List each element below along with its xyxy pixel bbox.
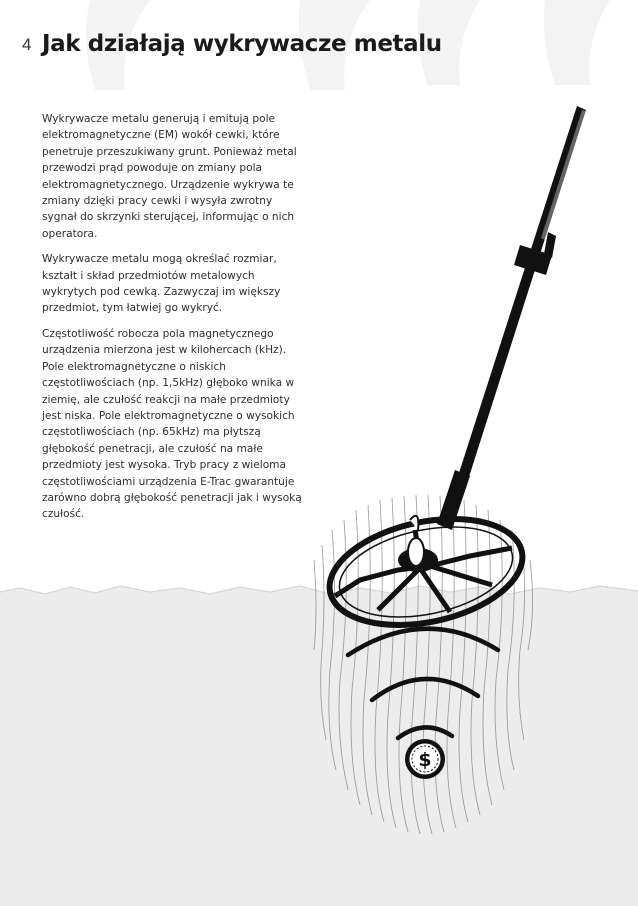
coin-icon bbox=[405, 739, 445, 779]
page-number: 4 bbox=[22, 35, 32, 54]
paragraph-size-shape: Wykrywacze metalu mogą określać rozmiar, kształt i skład przedmiotów metalowych wykrytych pod cewką. Zazwyczaj im większy przedmiot, tym łatwiej go wykryć. bbox=[42, 253, 281, 315]
detector-shaft bbox=[437, 106, 586, 530]
paragraph-frequency: Częstotliwość robocza pola magnetycznego urządzenia mierzona jest w kilohercach (kHz). Pole elektromagnetyczne o niskich częstotliwościach (np. 1,5kHz) głęboko wnika w ziemię, ale czułość reakcji na małe przedmioty jest niska. Pole elektromagnetyczne o wysokich częstotliwościach (np. 65kHz) ma płytszą głębokość penetracji, ale czułość na małe przedmioty jest wysoka. Tryb pracy z wieloma częstotliwościami urządzenia E-Trac gwarantuje zarówno dobrą głębokość penetracji jak i wysoką czułość. bbox=[42, 327, 302, 521]
coin-symbol: $ bbox=[418, 749, 432, 771]
paragraph-how-it-works: Wykrywacze metalu generują i emitują pole elektromagnetyczne (EM) wokół cewki, które penetruje przeszukiwany grunt. Ponieważ metal przewodzi prąd powoduje on zmiany pola elektromagnetycznego. Urządzenie wykrywa te zmiany dzięki pracy cewki i wysyła zwrotny sygnał do skrzynki sterującej, informując o nich operatora. bbox=[42, 113, 297, 240]
page-title: Jak działają wykrywacze metalu bbox=[42, 31, 442, 57]
ground-area bbox=[0, 586, 638, 906]
body-text bbox=[42, 111, 304, 532]
